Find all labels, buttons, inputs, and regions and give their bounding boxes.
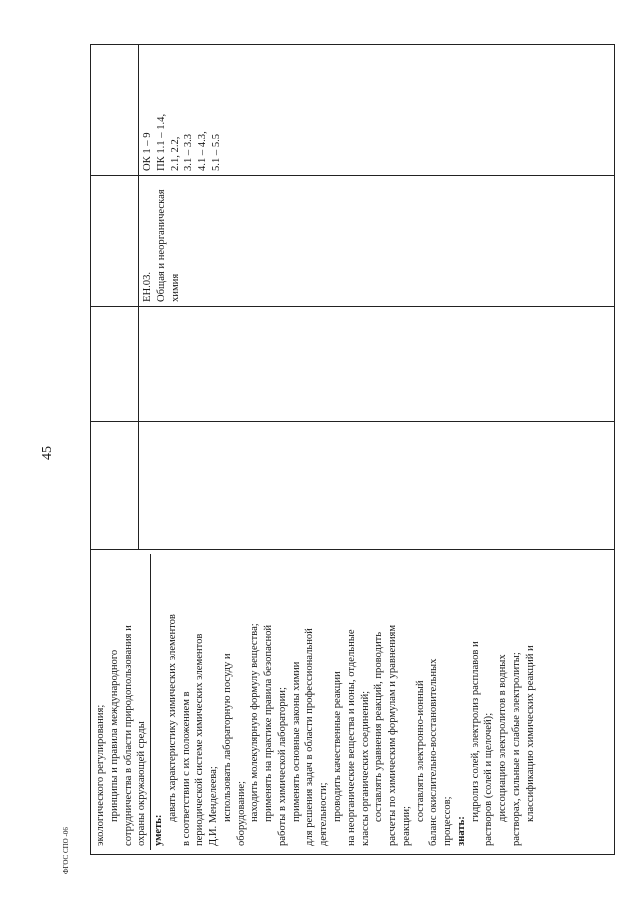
text-line: экологического регулирования; (95, 704, 106, 846)
znat-heading: знать: (455, 816, 467, 846)
skill-line: на неорганические вещества и ионы, отдельные (345, 629, 357, 846)
skill-line: применять на практике правила безопасной (263, 624, 275, 822)
knowledge-line: растворов (солей и щелочей); (483, 712, 495, 846)
discipline-cell (139, 176, 615, 307)
empty-cell (91, 422, 139, 550)
empty-cell (139, 307, 615, 422)
knowledge-line: гидролиз солей, электролиз расплавов и (469, 641, 481, 822)
skill-line: составлять уравнения реакций, проводить (373, 631, 385, 822)
competency-item: 5.1 – 5.5 (210, 133, 222, 171)
rotated-table-wrapper (90, 45, 615, 855)
text-line: принципы и правила международного (108, 649, 120, 822)
skill-line: для решения задач в области профессиональной (304, 628, 316, 846)
skill-line: Д.И. Менделеева; (208, 766, 220, 846)
knowledge-line: диссоциацию электролитов в водных (497, 654, 509, 822)
skill-line: классы органических соединений; (359, 690, 371, 846)
discipline-code: ЕН.03. (142, 271, 153, 302)
competencies-cell (139, 45, 615, 176)
competency-item: 3.1 – 3.3 (183, 133, 195, 171)
top-content-block (93, 554, 151, 850)
skill-line: работы в химической лаборатории; (276, 687, 288, 846)
content-cell (91, 550, 615, 855)
knowledge-line: классификацию химических реакций и (524, 645, 536, 822)
skill-line: составлять электронно-ионный (414, 680, 426, 822)
skill-line: использовать лабораторную посуду и (221, 653, 233, 822)
skill-line: применять основные законы химии (290, 661, 302, 822)
empty-cell (139, 422, 615, 550)
skill-line: проводить качественные реакции (332, 671, 344, 822)
empty-cell (91, 45, 139, 176)
skill-line: давать характеристику химических элементов (166, 614, 178, 822)
text-line: сотрудничества в области природопользования и (122, 625, 134, 846)
discipline-name: Общая и неорганическая химия (155, 189, 181, 302)
text-line: охраны окружающей среды (136, 721, 148, 846)
znat-lines (469, 558, 538, 846)
empty-cell (91, 307, 139, 422)
empty-cell (91, 176, 139, 307)
skill-line: периодической системе химических элементов (194, 633, 206, 846)
skill-line: деятельности; (318, 782, 330, 846)
skill-line: оборудование; (235, 780, 247, 846)
umet-lines (166, 558, 455, 846)
umet-heading: уметь: (153, 814, 165, 846)
competency-lines (141, 49, 224, 171)
competency-item: 4.1 – 4.3, (197, 131, 209, 171)
skill-line: реакции; (400, 806, 412, 846)
competency-item: 2.1, 2.2, (169, 136, 181, 171)
skill-line: находить молекулярную формулу вещества; (249, 623, 261, 822)
skill-line: баланс окислительно-восстановительных (428, 658, 440, 846)
skills-block (151, 554, 538, 850)
competency-item: ОК 1 – 9 (142, 132, 153, 171)
table-row (91, 45, 139, 855)
skill-line: расчеты по химическим формулам и уравнениям (387, 624, 399, 846)
skill-line: в соответствии с их положением в (180, 691, 192, 846)
page-number: 45 (40, 446, 55, 460)
competency-table (90, 44, 615, 855)
top-lines (94, 558, 149, 846)
competency-item: ПК 1.1 – 1.4, (155, 113, 167, 171)
footer-code: ФГОС СПО -06 (62, 827, 70, 874)
skill-line: процессов; (442, 796, 454, 846)
knowledge-line: растворах, сильные и слабые электролиты; (510, 652, 522, 846)
